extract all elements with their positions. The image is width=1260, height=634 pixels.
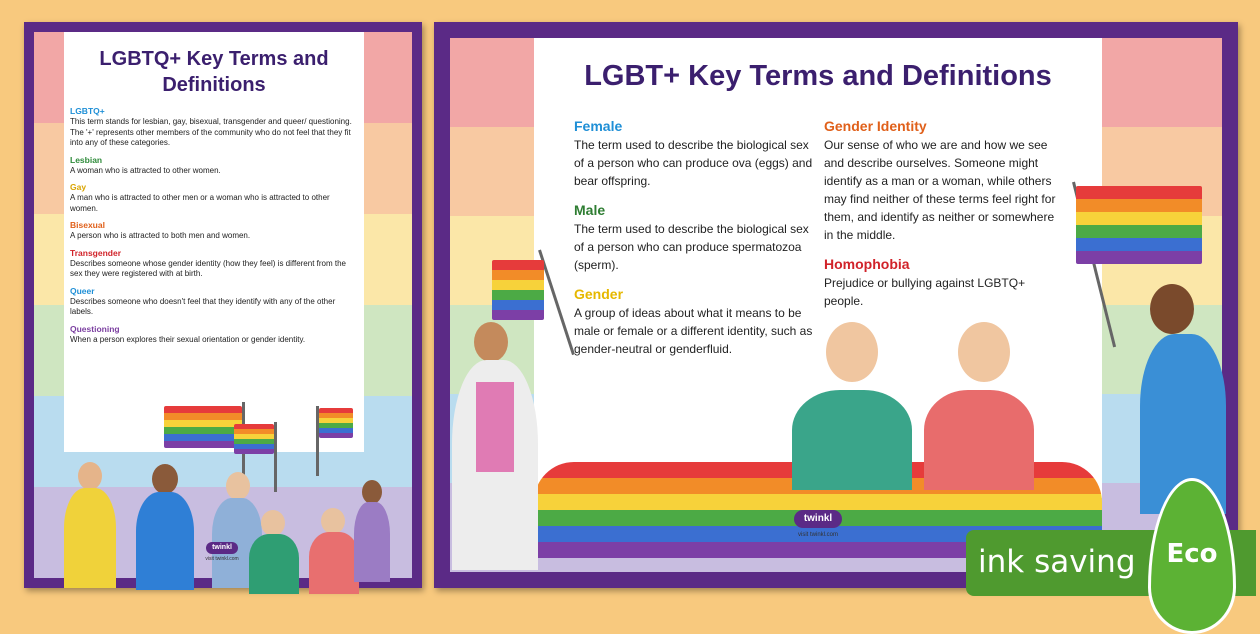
rainbow-band xyxy=(492,260,544,270)
term-heading: Gay xyxy=(70,182,87,192)
eco-label: Eco xyxy=(1166,539,1218,569)
term-definition: Describes someone whose gender identity (how they feel) is different from the sex they were registered with at birth. xyxy=(70,258,346,278)
rainbow-band xyxy=(1076,212,1202,225)
twinkl-logo: twinkl xyxy=(794,510,842,528)
rainbow-band xyxy=(1076,225,1202,238)
rainbow-band xyxy=(534,494,1102,510)
term-heading: Gender xyxy=(574,286,624,302)
term-definition: The term used to describe the biological sex of a person who can produce ova (eggs) and bear offspring. xyxy=(574,138,813,188)
term-definition: A group of ideas about what it means to be male or female or a different identity, such as gender-neutral or genderfluid. xyxy=(574,306,813,356)
poster-preview-lgbtq[interactable] xyxy=(24,22,422,588)
rainbow-band xyxy=(164,406,242,413)
rainbow-band xyxy=(164,434,242,441)
rainbow-band xyxy=(492,280,544,290)
rainbow-band xyxy=(164,413,242,420)
rainbow-band xyxy=(492,290,544,300)
term-heading: Male xyxy=(574,202,606,218)
rainbow-band xyxy=(492,310,544,320)
poster-title: LGBTQ+ Key Terms and Definitions xyxy=(99,48,329,96)
term-heading: Transgender xyxy=(70,247,122,258)
twinkl-logo: twinkl xyxy=(206,542,238,554)
term-definition: Prejudice or bullying against LGBTQ+ people. xyxy=(824,276,1026,308)
term-heading: Gender Identity xyxy=(824,118,927,134)
rainbow-band xyxy=(1076,251,1202,264)
rainbow-band xyxy=(164,427,242,434)
term-heading: Homophobia xyxy=(824,256,910,272)
ink-saving-label: ink saving xyxy=(978,544,1136,580)
rainbow-band xyxy=(234,449,274,454)
poster-preview-lgbt[interactable] xyxy=(434,22,1238,588)
term-definition: A woman who is attracted to other women. xyxy=(70,165,221,175)
rainbow-band xyxy=(1076,186,1202,199)
term-heading: Bisexual xyxy=(70,220,105,230)
poster-title: LGBT+ Key Terms and Definitions xyxy=(584,60,1052,92)
twinkl-url: visit twinkl.com xyxy=(205,556,239,562)
term-heading: Lesbian xyxy=(70,154,103,165)
rainbow-band xyxy=(164,420,242,427)
rainbow-band xyxy=(1076,238,1202,251)
term-definition: This term stands for lesbian, gay, bisexual, transgender and queer/ questioning. The '+' represents other members of the community who do not feel that they fit into any of these categories. xyxy=(70,117,352,147)
poster-text-panel xyxy=(64,32,364,452)
term-heading: Queer xyxy=(70,285,95,296)
term-definition: A man who is attracted to other men or a woman who is attracted to other women. xyxy=(70,193,330,213)
term-definition: The term used to describe the biological sex of a person who can produce spermatozoa (sperm). xyxy=(574,222,809,272)
term-heading: Female xyxy=(574,118,623,134)
rainbow-band xyxy=(492,270,544,280)
term-definition: A person who is attracted to both men and women. xyxy=(70,231,251,240)
twinkl-url: visit twinkl.com xyxy=(797,532,838,538)
rainbow-band xyxy=(492,300,544,310)
definition-column-right xyxy=(824,118,1064,322)
term-heading: Questioning xyxy=(70,323,120,334)
term-heading: LGBTQ+ xyxy=(70,106,105,116)
definition-column-left xyxy=(574,118,814,370)
rainbow-band xyxy=(1076,199,1202,212)
term-definition: Our sense of who we are and how we see and describe ourselves. Someone might identify as a man or a woman, while others may find neither of these terms feel right for them, and identify as neither or somewhere in the middle. xyxy=(824,138,1056,242)
term-definition: When a person explores their sexual orientation or gender identity. xyxy=(70,334,306,344)
term-list xyxy=(64,106,364,345)
term-definition: Describes someone who doesn't feel that they identify with any of the other labels. xyxy=(70,296,336,316)
rainbow-band xyxy=(319,433,353,438)
rainbow-band xyxy=(164,441,242,448)
